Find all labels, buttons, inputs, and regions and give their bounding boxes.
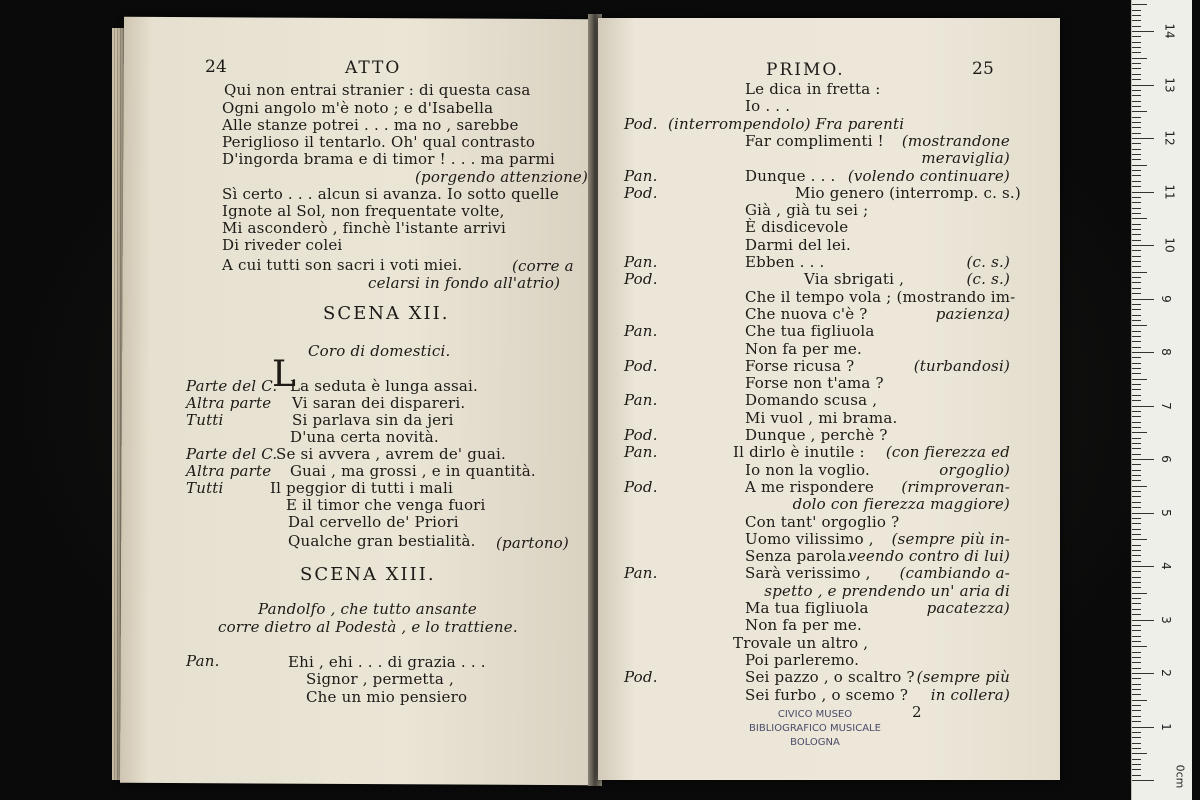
ruler-tick: [1132, 186, 1141, 187]
chorus-line: Si parlava sin da jeri: [292, 411, 454, 429]
ruler-tick: [1132, 138, 1154, 139]
ruler-tick: [1132, 133, 1141, 134]
dialogue-line: Mio genero (interromp. c. s.): [795, 183, 1021, 202]
dialogue-line: Ebben . . .: [745, 253, 825, 271]
ruler-tick: [1132, 357, 1141, 358]
ruler-tick: [1132, 694, 1141, 695]
dialogue-line: Uomo vilissimo ,: [745, 529, 874, 548]
stamp-line: BOLOGNA: [790, 737, 840, 748]
ruler-tick: [1132, 122, 1141, 123]
ruler-tick: [1132, 748, 1141, 749]
ruler-tick: [1132, 668, 1141, 669]
dialogue-line: Non fa per me.: [745, 339, 862, 358]
ruler-tick: [1132, 454, 1141, 455]
ruler-tick: [1132, 245, 1154, 246]
ruler-tick: [1132, 341, 1141, 342]
ruler-tick: [1132, 315, 1141, 316]
ruler-tick: [1132, 657, 1141, 658]
ruler-tick: [1132, 52, 1141, 53]
dialogue-line: Forse non t'ama ?: [745, 374, 884, 393]
ruler-tick: [1132, 282, 1141, 283]
ruler-tick: [1132, 192, 1154, 193]
ruler-tick: [1132, 710, 1141, 711]
dialogue-line: Che un mio pensiero: [306, 688, 468, 706]
speaker-label: Pan.: [624, 564, 658, 583]
ruler-tick: [1132, 101, 1141, 102]
ruler-tick: [1132, 764, 1141, 765]
ruler-tick: [1132, 539, 1147, 540]
dialogue-line: Forse ricusa ?: [745, 356, 855, 375]
dialogue-line: Via sbrigati ,: [804, 270, 905, 289]
ruler-tick: [1132, 159, 1141, 160]
stage-direction: dolo con fierezza maggiore): [792, 495, 1010, 514]
ruler-tick: [1132, 769, 1141, 770]
ruler-unit-label: 0cm: [1173, 764, 1187, 789]
ruler-tick: [1132, 464, 1141, 465]
stage-direction: pazienza): [935, 304, 1010, 323]
ruler-tick: [1132, 582, 1141, 583]
ruler-tick: [1132, 149, 1141, 150]
verse-line: Ogni angolo m'è noto ; e d'Isabella: [222, 99, 494, 117]
chorus-line: Se si avvera , avrem de' guai.: [276, 445, 506, 463]
ruler-tick: [1132, 646, 1147, 647]
stage-direction: (sempre più in-: [891, 529, 1010, 548]
ruler-tick: [1132, 432, 1147, 433]
ruler-tick: [1132, 775, 1141, 776]
running-head-left: ATTO: [345, 58, 402, 78]
ruler-tick: [1132, 229, 1141, 230]
ruler-tick: [1132, 598, 1141, 599]
ruler-tick: [1132, 406, 1154, 407]
ruler-tick: [1132, 743, 1141, 744]
ruler-number: 2: [1158, 669, 1173, 677]
ruler-tick: [1132, 684, 1141, 685]
ruler-tick: [1132, 336, 1141, 337]
ruler-number: 11: [1162, 183, 1177, 200]
ruler-number: 7: [1158, 401, 1173, 410]
scene-title-13: SCENA XIII.: [300, 564, 436, 585]
scene-description: Pandolfo , che tutto ansante: [258, 600, 477, 618]
ruler-number: 12: [1162, 130, 1177, 146]
ruler-tick: [1132, 513, 1154, 514]
page-number-left: 24: [205, 57, 228, 77]
verse-line: A cui tutti son sacri i voti miei.: [222, 256, 463, 274]
ruler-tick: [1132, 165, 1147, 166]
ruler-tick: [1132, 127, 1141, 128]
stage-direction: pacatezza): [926, 599, 1010, 617]
verse-line: Di riveder colei: [222, 236, 343, 254]
ruler-number: 13: [1162, 76, 1177, 93]
ruler-tick: [1132, 95, 1141, 96]
ruler-tick: [1132, 384, 1141, 385]
ruler-tick: [1132, 614, 1141, 615]
page-number-right: 25: [972, 59, 995, 79]
dialogue-line: È disdicevole: [745, 218, 849, 237]
ruler-tick: [1132, 373, 1141, 374]
dialogue-line: Io non la voglio.: [745, 460, 870, 479]
ruler-tick: [1132, 256, 1141, 257]
ruler-tick: [1132, 641, 1141, 642]
ruler-tick: [1132, 363, 1141, 364]
ruler-tick: [1132, 218, 1147, 219]
ruler-number: 5: [1158, 508, 1173, 517]
speaker-label: Pod.: [624, 183, 658, 202]
ruler-tick: [1132, 593, 1147, 594]
ruler-tick: [1132, 721, 1141, 722]
ruler-tick: [1132, 422, 1141, 423]
ruler-tick: [1132, 545, 1141, 546]
stage-direction: spetto , e prendendo un' aria di: [764, 581, 1010, 600]
ruler-tick: [1132, 277, 1141, 278]
speaker-label: Parte del C.: [186, 377, 278, 395]
ruler-tick: [1132, 79, 1141, 80]
speaker-label: Pod.: [624, 270, 658, 289]
scene-description: corre dietro al Podestà , e lo trattiene.: [218, 618, 518, 636]
speaker-label: Altra parte: [186, 462, 272, 480]
ruler-tick: [1132, 325, 1147, 326]
ruler-tick: [1132, 213, 1141, 214]
chorus-line: Il peggior di tutti i mali: [270, 479, 453, 497]
speaker-label: Pan.: [624, 166, 658, 185]
ruler-tick: [1132, 732, 1141, 733]
ruler-tick: [1132, 737, 1141, 738]
dialogue-line: Dunque , perchè ?: [745, 426, 888, 444]
ruler-tick: [1132, 577, 1141, 578]
verse-line: Sì certo . . . alcun si avanza. Io sotto quelle: [222, 185, 559, 203]
ruler-tick: [1132, 411, 1141, 412]
measuring-ruler: [1131, 0, 1192, 800]
ruler-tick: [1132, 603, 1141, 604]
ruler-tick: [1132, 197, 1141, 198]
speaker-label: Pan.: [186, 652, 220, 670]
ruler-tick: [1132, 400, 1141, 401]
ruler-tick: [1132, 389, 1141, 390]
dialogue-line: A me rispondere: [745, 477, 874, 496]
chorus-line: Vi saran dei dispareri.: [292, 394, 466, 412]
ruler-tick: [1132, 780, 1154, 781]
library-stamp: [745, 708, 885, 750]
ruler-tick: [1132, 502, 1141, 503]
dialogue-line: Signor , permetta ,: [306, 670, 454, 688]
ruler-tick: [1132, 662, 1141, 663]
stage-direction: orgoglio): [939, 460, 1010, 479]
ruler-tick: [1132, 240, 1141, 241]
dialogue-line: Ehi , ehi . . . di grazia . . .: [288, 653, 486, 671]
chorus-line: Guai , ma grossi , e in quantità.: [290, 462, 536, 480]
ruler-tick: [1132, 36, 1141, 37]
ruler-tick: [1132, 331, 1141, 332]
ruler-tick: [1132, 587, 1141, 588]
ruler-number: 10: [1162, 237, 1177, 253]
ruler-tick: [1132, 427, 1141, 428]
speaker-label: Pan.: [624, 391, 658, 410]
stage-direction: (sempre più: [916, 668, 1010, 687]
ruler-tick: [1132, 470, 1141, 471]
ruler-tick: [1132, 673, 1154, 674]
ruler-tick: [1132, 395, 1141, 396]
ruler-tick: [1132, 26, 1141, 27]
stage-direction: celarsi in fondo all'atrio): [368, 274, 561, 292]
ruler-tick: [1132, 534, 1141, 535]
ruler-tick: [1132, 716, 1141, 717]
ruler-tick: [1132, 705, 1141, 706]
ruler-tick: [1132, 90, 1141, 91]
ruler-number: 6: [1158, 455, 1173, 463]
ruler-tick: [1132, 208, 1141, 209]
speaker-label: Altra parte: [186, 394, 272, 412]
ruler-tick: [1132, 154, 1141, 155]
ruler-tick: [1132, 566, 1154, 567]
ruler-tick: [1132, 63, 1141, 64]
speaker-label: Tutti: [186, 411, 224, 429]
speaker-label: Parte del C.: [186, 445, 278, 463]
ruler-tick: [1132, 571, 1141, 572]
chorus-line: D'una certa novità.: [290, 428, 439, 446]
ruler-tick: [1132, 272, 1147, 273]
ruler-tick: [1132, 368, 1141, 369]
dialogue-line: Mi vuol , mi brama.: [745, 408, 898, 427]
stage-direction: (c. s.): [966, 253, 1010, 271]
ruler-tick: [1132, 459, 1154, 460]
ruler-tick: [1132, 700, 1147, 701]
ruler-number: 9: [1158, 294, 1173, 303]
scene-title-12: SCENA XII.: [323, 303, 450, 324]
ruler-tick: [1132, 630, 1141, 631]
signature-mark: 2: [912, 703, 922, 721]
ruler-tick: [1132, 266, 1141, 267]
ruler-tick: [1132, 299, 1154, 300]
ruler-tick: [1132, 111, 1147, 112]
ruler-tick: [1132, 443, 1141, 444]
ruler-tick: [1132, 250, 1141, 251]
ruler-tick: [1132, 31, 1154, 32]
stamp-line: BIBLIOGRAFICO MUSICALE: [749, 723, 881, 734]
ruler-tick: [1132, 550, 1141, 551]
ruler-tick: [1132, 636, 1141, 637]
dialogue-line: Con tant' orgoglio ?: [745, 512, 900, 531]
ruler-tick: [1132, 288, 1141, 289]
verse-line: Alle stanze potrei . . . ma no , sarebbe: [222, 116, 519, 134]
stage-direction: (rimproveran-: [901, 477, 1010, 496]
scene-subtitle-12: Coro di domestici.: [308, 342, 451, 360]
ruler-tick: [1132, 518, 1141, 519]
ruler-tick: [1132, 68, 1141, 69]
ruler-number: 14: [1162, 23, 1177, 39]
ruler-tick: [1132, 491, 1141, 492]
dialogue-line: Dunque . . .: [745, 166, 836, 185]
ruler-tick: [1132, 42, 1141, 43]
chorus-line: Qualche gran bestialità.: [288, 532, 476, 550]
speaker-label: Pod.: [624, 356, 658, 375]
ruler-tick: [1132, 507, 1141, 508]
ruler-tick: [1132, 523, 1141, 524]
verse-line: Ignote al Sol, non frequentate volte,: [222, 202, 505, 220]
ruler-tick: [1132, 496, 1141, 497]
running-head-right: PRIMO.: [766, 60, 845, 80]
ruler-number: 4: [1158, 562, 1173, 570]
stage-direction: (volendo continuare): [847, 166, 1010, 185]
speaker-label: Tutti: [186, 479, 224, 497]
speaker-label: Pan.: [624, 322, 658, 341]
chorus-line: La seduta è lunga assai.: [290, 377, 478, 395]
dialogue-line: (interrompendolo) Fra parenti: [668, 114, 905, 133]
verse-line: Mi asconderò , finchè l'istante arrivi: [222, 219, 507, 237]
ruler-tick: [1132, 379, 1147, 380]
ruler-tick: [1132, 85, 1154, 86]
dialogue-line: Trovale un altro ,: [733, 633, 869, 652]
speaker-label: Pan.: [624, 253, 658, 271]
ruler-tick: [1132, 20, 1141, 21]
drop-cap-l: L: [272, 354, 296, 395]
ruler-tick: [1132, 475, 1141, 476]
ruler-tick: [1132, 625, 1141, 626]
ruler-tick: [1132, 753, 1147, 754]
chorus-line: Dal cervello de' Priori: [288, 513, 459, 531]
dialogue-line: Che nuova c'è ?: [745, 304, 868, 323]
ruler-tick: [1132, 181, 1141, 182]
dialogue-line: Che il tempo vola ; (mostrando im-: [745, 287, 1016, 306]
stage-direction: (porgendo attenzione): [415, 168, 589, 186]
dialogue-line: Ma tua figliuola: [745, 599, 869, 617]
ruler-tick: [1132, 234, 1141, 235]
ruler-tick: [1132, 304, 1141, 305]
ruler-tick: [1132, 529, 1141, 530]
ruler-tick: [1132, 448, 1141, 449]
ruler-tick: [1132, 561, 1141, 562]
dialogue-line: Darmi del lei.: [745, 235, 852, 254]
ruler-number: 8: [1158, 348, 1173, 356]
stage-direction: in collera): [930, 685, 1010, 704]
stage-direction: (con fierezza ed: [885, 443, 1010, 462]
dialogue-line: Non fa per me.: [745, 616, 862, 635]
stage-direction: (c. s.): [966, 270, 1010, 289]
stage-direction: (turbandosi): [913, 356, 1010, 375]
speaker-label: Pod.: [624, 114, 658, 133]
ruler-tick: [1132, 10, 1141, 11]
ruler-tick: [1132, 261, 1141, 262]
ruler-tick: [1132, 555, 1141, 556]
ruler-tick: [1132, 480, 1141, 481]
ruler-tick: [1132, 727, 1154, 728]
stage-direction: (partono): [496, 534, 569, 552]
ruler-number: 3: [1158, 615, 1173, 624]
dialogue-line: Senza parola.: [745, 547, 852, 566]
ruler-number: 1: [1158, 722, 1173, 731]
verse-line: Qui non entrai stranier : di questa casa: [224, 81, 531, 99]
dialogue-line: Il dirlo è inutile :: [733, 443, 865, 462]
ruler-tick: [1132, 652, 1141, 653]
ruler-tick: [1132, 4, 1147, 5]
ruler-tick: [1132, 175, 1141, 176]
ruler-tick: [1132, 58, 1147, 59]
dialogue-line: Domando scusa ,: [745, 391, 878, 410]
ruler-tick: [1132, 224, 1141, 225]
ruler-tick: [1132, 202, 1141, 203]
ruler-tick: [1132, 117, 1141, 118]
dialogue-line: Che tua figliuola: [745, 322, 875, 341]
speaker-label: Pan.: [624, 443, 658, 462]
ruler-tick: [1132, 609, 1141, 610]
ruler-tick: [1132, 293, 1141, 294]
stage-direction: veendo contro di lui): [848, 547, 1010, 566]
dialogue-line: Io . . .: [745, 97, 791, 116]
ruler-tick: [1132, 170, 1141, 171]
chorus-line: E il timor che venga fuori: [286, 496, 486, 514]
speaker-label: Pod.: [624, 477, 658, 496]
ruler-tick: [1132, 347, 1141, 348]
dialogue-line: Sei pazzo , o scaltro ?: [745, 668, 915, 687]
dialogue-line: Far complimenti !: [745, 131, 884, 150]
ruler-tick: [1132, 759, 1141, 760]
stage-direction: (mostrandone: [901, 131, 1010, 150]
stage-direction: meraviglia): [921, 149, 1010, 168]
ruler-tick: [1132, 438, 1141, 439]
ruler-tick: [1132, 352, 1154, 353]
stamp-line: CIVICO MUSEO: [777, 709, 853, 720]
stage-direction: (cambiando a-: [899, 564, 1010, 583]
ruler-tick: [1132, 620, 1154, 621]
ruler-tick: [1132, 320, 1141, 321]
ruler-tick: [1132, 416, 1141, 417]
ruler-tick: [1132, 15, 1141, 16]
dialogue-line: Sarà verissimo ,: [745, 564, 871, 583]
speaker-label: Pod.: [624, 426, 658, 444]
ruler-tick: [1132, 106, 1141, 107]
dialogue-line: Poi parleremo.: [745, 650, 860, 669]
ruler-tick: [1132, 678, 1141, 679]
stage-direction: (corre a: [512, 257, 574, 275]
ruler-tick: [1132, 486, 1147, 487]
ruler-tick: [1132, 143, 1141, 144]
verse-line: Periglioso il tentarlo. Oh' qual contrasto: [222, 133, 536, 151]
ruler-tick: [1132, 74, 1141, 75]
dialogue-line: Sei furbo , o scemo ?: [745, 685, 909, 704]
ruler-tick: [1132, 47, 1141, 48]
dialogue-line: Le dica in fretta :: [745, 80, 881, 98]
ruler-tick: [1132, 689, 1141, 690]
dialogue-line: Già , già tu sei ;: [745, 201, 869, 220]
ruler-tick: [1132, 309, 1141, 310]
verse-line: D'ingorda brama e di timor ! . . . ma parmi: [222, 150, 555, 168]
speaker-label: Pod.: [624, 668, 658, 687]
